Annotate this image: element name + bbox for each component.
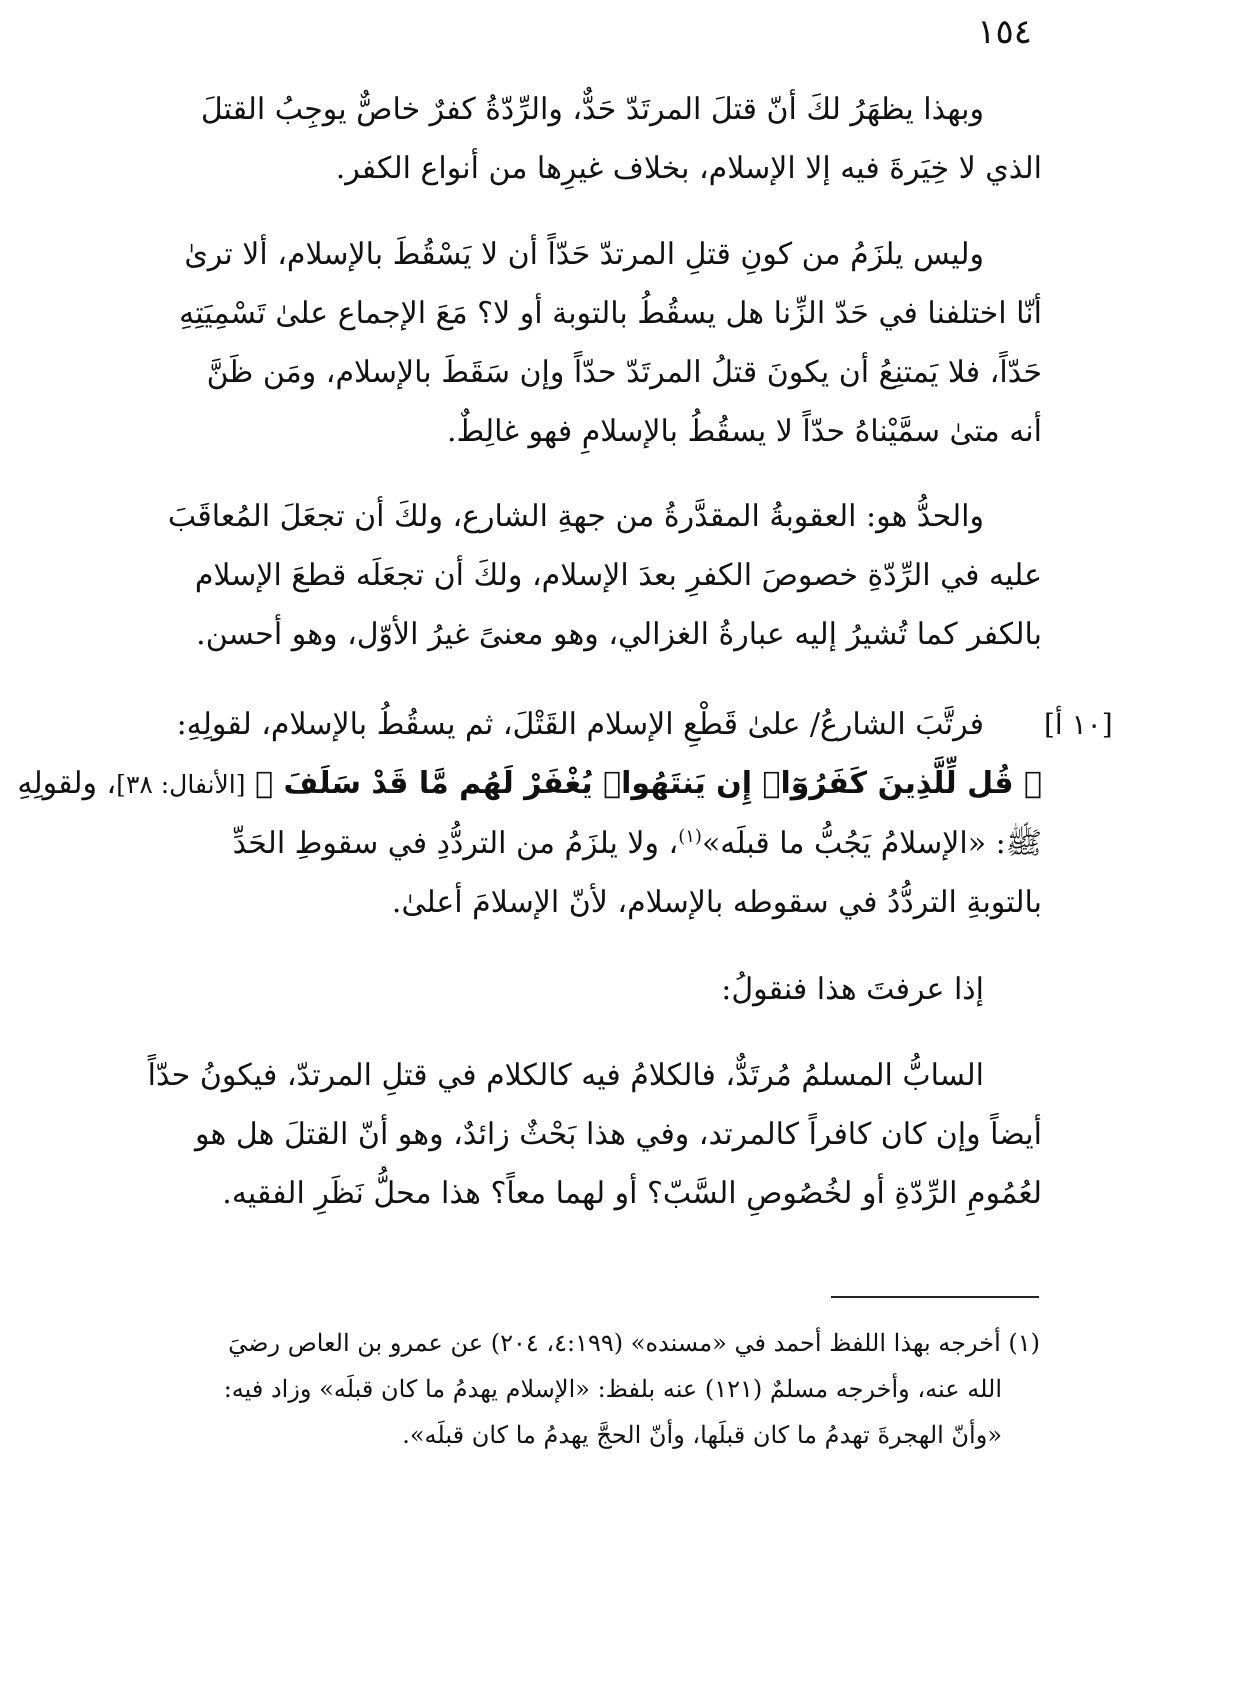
text-line: عليه في الرِّدّةِ خصوصَ الكفرِ بعدَ الإسلام، ولكَ أن تجعَلَه قطعَ الإسلام (194, 558, 1042, 593)
quran-verse: ﴿ قُل لِّلَّذِينَ كَفَرُوٓا۟ إِن يَنتَهُوا۟ يُغْفَرْ لَهُم مَّا قَدْ سَلَفَ ﴾ (255, 766, 1042, 801)
text-segment: ، ولا يلزَمُ من التردُّدِ في سقوطِ الحَدِّ (232, 826, 679, 861)
text-segment: ، ولقولِهِ (17, 766, 117, 801)
paragraph-2 (110, 225, 1042, 461)
text-line: والحدُّ هو: العقوبةُ المقدَّرةُ من جهةِ الشارع، ولكَ أن تجعَلَ المُعاقَبَ (167, 499, 984, 534)
folio-marker: [١٠ أ] (1044, 708, 1113, 741)
footnote-line: الله عنه، وأخرجه مسلمٌ (١٢١) عنه بلفظ: «الإسلام يهدمُ ما كان قبلَه» وزاد فيه: (223, 1375, 1002, 1403)
text-line: أيضاً وإن كان كافراً كالمرتد، وفي هذا بَحْثٌ زائدٌ، وهو أنّ القتلَ هل هو (195, 1117, 1042, 1152)
paragraph-6 (110, 1046, 1042, 1223)
quran-line (17, 754, 1042, 814)
footnote-separator (831, 1296, 1039, 1298)
footnote-reference[interactable]: (١) (678, 826, 702, 847)
paragraph-4 (17, 695, 1042, 932)
text-line: لعُمُومِ الرِّدّةِ أو لخُصُوصِ السَّبّ؟ أو لهما معاً؟ هذا محلُّ نَظَرِ الفقيه. (222, 1176, 1042, 1211)
text-line: فرتَّبَ الشارعُ/ علىٰ قَطْعِ الإسلام القَتْلَ، ثم يسقُطُ بالإسلام، لقولِهِ: (176, 707, 984, 742)
text-line: الذي لا خِيَرةَ فيه إلا الإسلام، بخلاف غيرِها من أنواع الكفر. (335, 151, 1042, 186)
paragraph-3 (110, 487, 1042, 664)
footnote-line: (١) أخرجه بهذا اللفظ أحمد في «مسنده» (٤:١٩٩، ٢٠٤) عن عمرو بن العاص رضيَ (228, 1329, 1040, 1357)
hadith-quote: ﷺ: «الإسلامُ يَجُبُّ ما قبلَه» (701, 826, 1042, 861)
footnote-block (110, 1320, 1040, 1458)
text-line: وبهذا يظهَرُ لكَ أنّ قتلَ المرتَدّ حَدٌّ، والرِّدّةُ كفرٌ خاصٌّ يوجِبُ القتلَ (200, 92, 984, 127)
hadith-line (110, 814, 1042, 873)
quran-reference: [الأنفال: ٣٨] (116, 770, 246, 799)
footnote-line: «وأنّ الهجرةَ تهدمُ ما كان قبلَها، وأنّ الحجَّ يهدمُ ما كان قبلَه». (402, 1421, 1002, 1449)
text-line: حَدّاً، فلا يَمتنِعُ أن يكونَ قتلُ المرتَدّ حدّاً وإن سَقَطَ بالإسلام، ومَن ظَنَّ (206, 355, 1042, 390)
text-line: إذا عرفتَ هذا فنقولُ: (721, 972, 984, 1007)
text-line: بالتوبةِ التردُّدُ في سقوطه بالإسلام، لأنّ الإسلامَ أعلىٰ. (391, 885, 1042, 920)
paragraph-5 (110, 960, 1042, 1019)
page-number: ١٥٤ (977, 12, 1032, 52)
text-line: وليس يلزَمُ من كونِ قتلِ المرتدّ حَدّاً أن لا يَسْقُطَ بالإسلام، ألا ترىٰ (184, 237, 984, 272)
text-line: بالكفر كما تُشيرُ إليه عبارةُ الغزالي، وهو معنىً غيرُ الأوّل، وهو أحسن. (196, 617, 1042, 652)
text-line: أنّا اختلفنا في حَدّ الزِّنا هل يسقُطُ بالتوبة أو لا؟ مَعَ الإجماع علىٰ تَسْمِيَتِهِ (179, 296, 1042, 331)
paragraph-1 (110, 80, 1042, 198)
text-line: السابُّ المسلمُ مُرتَدٌّ، فالكلامُ فيه كالكلام في قتلِ المرتدّ، فيكونُ حدّاً (147, 1058, 984, 1093)
text-line: أنه متىٰ سمَّيْناهُ حدّاً لا يسقُطُ بالإسلامِ فهو غالِطٌ. (447, 414, 1042, 449)
